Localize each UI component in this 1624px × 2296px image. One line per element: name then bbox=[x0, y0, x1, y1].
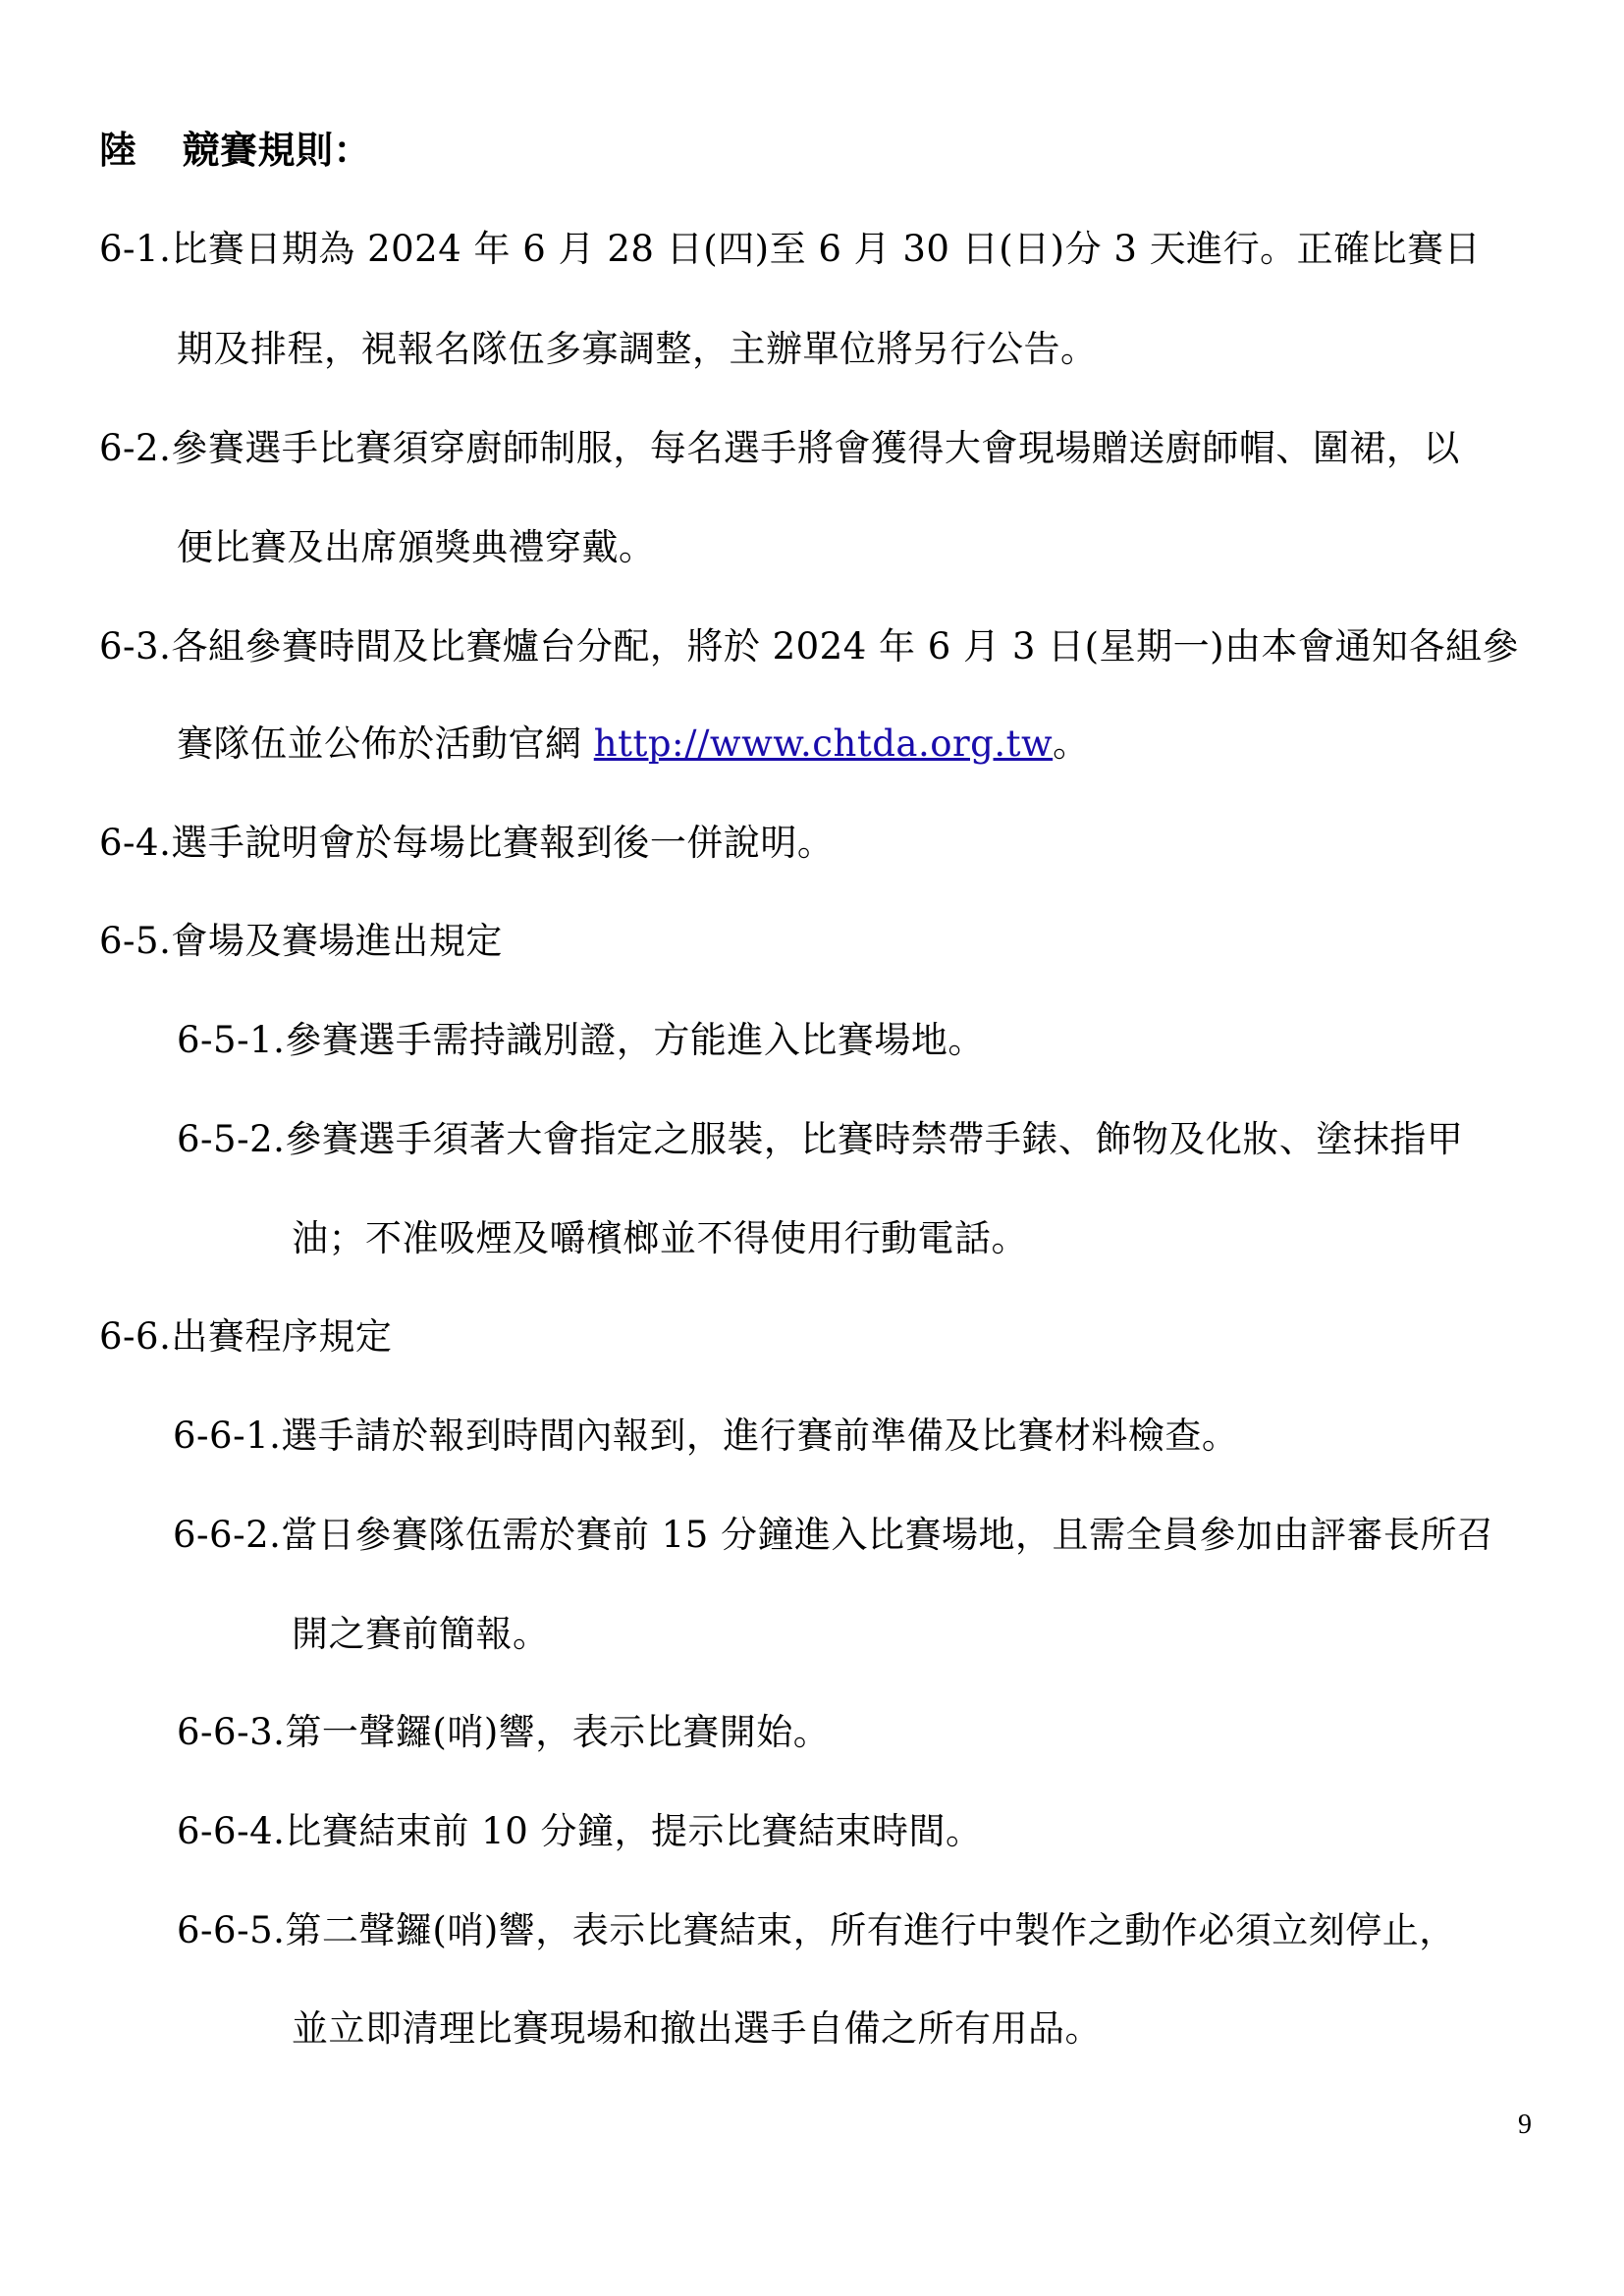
rule-6-2-line-1: 6-2.參賽選手比賽須穿廚師制服，每名選手將會獲得大會現場贈送廚師帽、圍裙，以 bbox=[99, 427, 1460, 469]
rule-6-4: 6-4.選手說明會於每場比賽報到後一併說明。 bbox=[99, 822, 835, 864]
rule-6-5-2-line-1: 6-5-2.參賽選手須著大會指定之服裝，比賽時禁帶手錶、飾物及化妝、塗抹指甲 bbox=[177, 1118, 1464, 1160]
rule-6-6-title: 6-6.出賽程序規定 bbox=[99, 1315, 393, 1358]
section-heading bbox=[99, 128, 371, 173]
rule-6-6-4: 6-6-4.比賽結束前 10 分鐘，提示比賽結束時間。 bbox=[177, 1810, 983, 1852]
rule-6-6-2-line-1: 6-6-2.當日參賽隊伍需於賽前 15 分鐘進入比賽場地，且需全員參加由評審長所召 bbox=[173, 1514, 1494, 1556]
rule-6-5-1: 6-5-1.參賽選手需持識別證，方能進入比賽場地。 bbox=[177, 1019, 985, 1061]
rule-6-6-5-line-2: 並立即清理比賽現場和撤出選手自備之所有用品。 bbox=[292, 2007, 1102, 2050]
rule-6-3-line-2 bbox=[177, 721, 1090, 767]
rule-6-6-2-line-2: 開之賽前簡報。 bbox=[292, 1613, 550, 1655]
rule-6-5-title: 6-5.會場及賽場進出規定 bbox=[99, 920, 503, 962]
rule-6-6-5-line-1: 6-6-5.第二聲鑼(哨)響，表示比賽結束，所有進行中製作之動作必須立刻停止， bbox=[177, 1909, 1456, 1951]
rule-6-1-line-1: 6-1.比賽日期為 2024 年 6 月 28 日(四)至 6 月 30 日(日)分 3 天進行。正確比賽日 bbox=[99, 228, 1482, 270]
page-number: 9 bbox=[1518, 2109, 1532, 2140]
rule-6-3-line-1: 6-3.各組參賽時間及比賽爐台分配，將於 2024 年 6 月 3 日(星期一)由本會通知各組參 bbox=[99, 625, 1520, 667]
section-title: 競賽規則： bbox=[182, 128, 372, 172]
rule-6-2-line-2: 便比賽及出席頒獎典禮穿戴。 bbox=[177, 526, 656, 568]
rule-6-1-line-2: 期及排程，視報名隊伍多寡調整，主辦單位將另行公告。 bbox=[177, 328, 1098, 370]
rule-6-6-1: 6-6-1.選手請於報到時間內報到，進行賽前準備及比賽材料檢查。 bbox=[173, 1415, 1239, 1457]
rule-6-3-end: 。 bbox=[1053, 722, 1090, 765]
official-website-link[interactable]: http://www.chtda.org.tw bbox=[593, 722, 1054, 765]
rule-6-6-3: 6-6-3.第一聲鑼(哨)響，表示比賽開始。 bbox=[177, 1711, 831, 1753]
rule-6-5-2-line-2: 油；不准吸煙及嚼檳榔並不得使用行動電話。 bbox=[292, 1217, 1028, 1259]
rule-6-3-text: 賽隊伍並公佈於活動官網 bbox=[177, 722, 594, 765]
section-number: 陸 bbox=[99, 128, 137, 172]
